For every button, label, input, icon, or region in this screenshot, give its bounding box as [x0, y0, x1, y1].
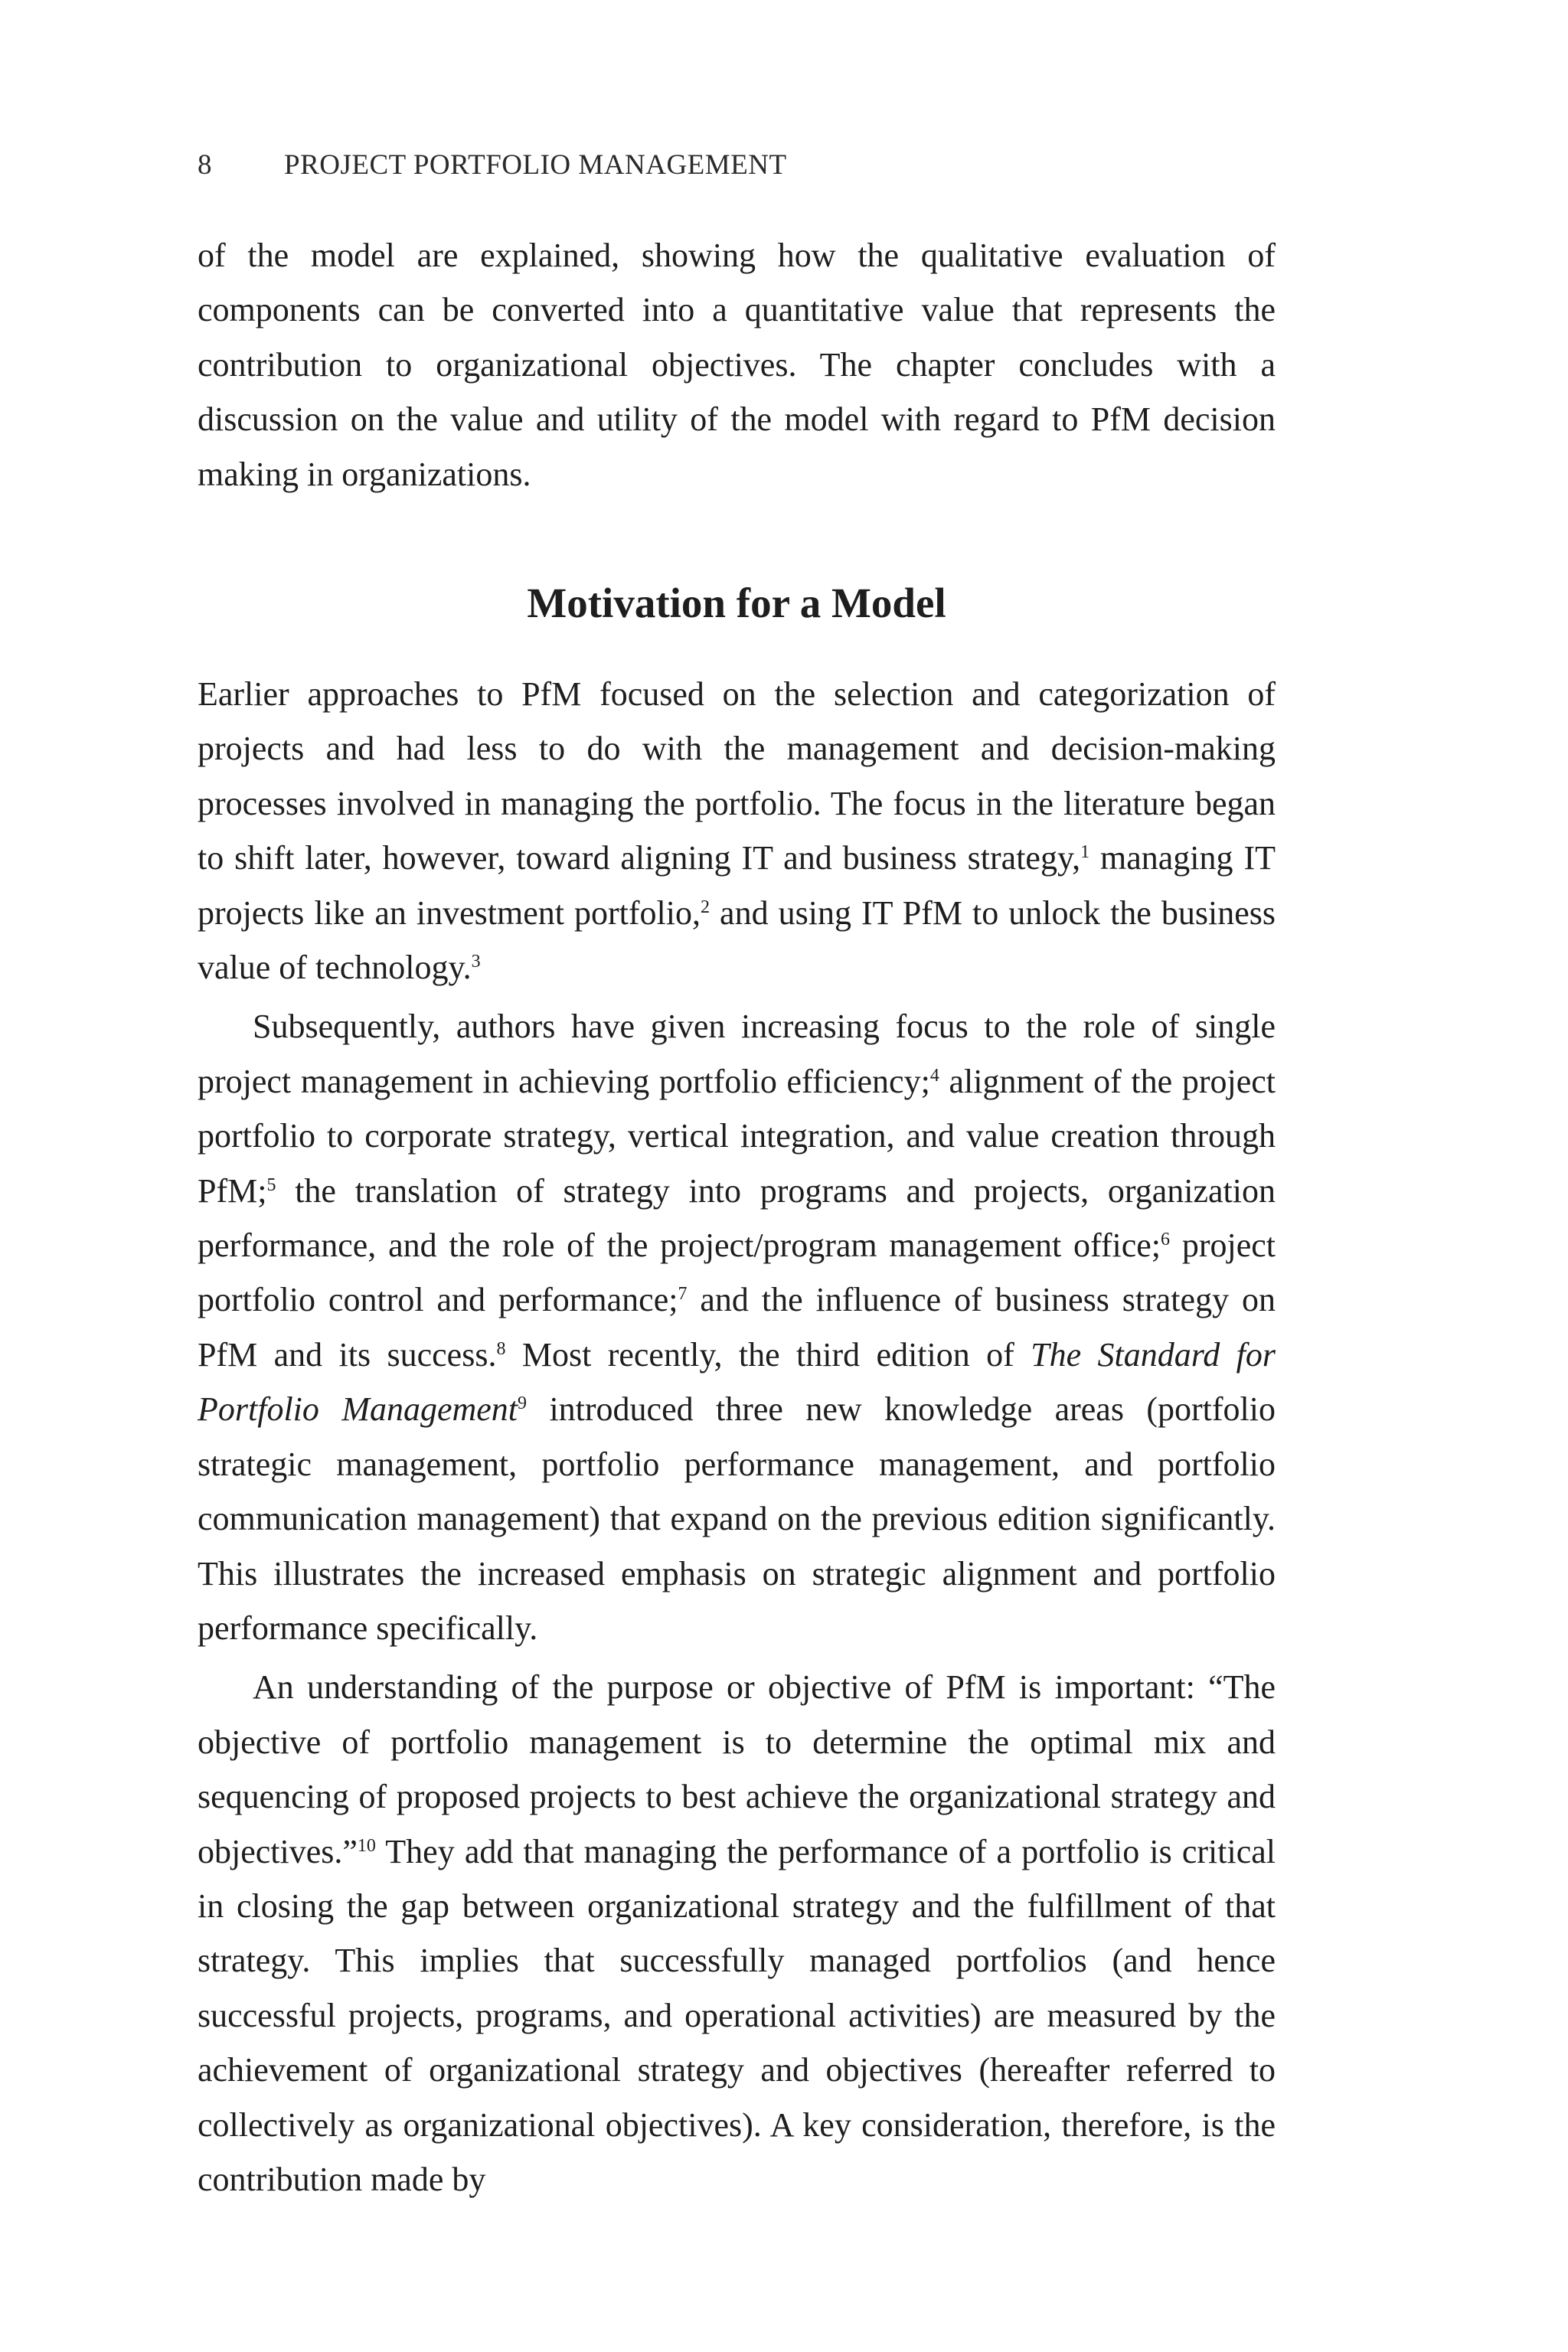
footnote-ref: 5 [266, 1174, 276, 1195]
paragraph-3 [198, 1660, 1276, 2207]
text-run: managing IT projects like an investment portfolio, [198, 839, 1276, 932]
footnote-ref: 6 [1161, 1230, 1171, 1250]
footnote-ref: 8 [496, 1338, 506, 1359]
text-run: alignment of the project portfolio to corporate strategy, vertical integration, and value creation through PfM; [198, 1062, 1276, 1210]
text-run: project portfolio control and performance; [198, 1227, 1276, 1319]
footnote-ref: 9 [518, 1393, 528, 1414]
footnote-ref: 1 [1080, 842, 1090, 863]
running-head-title: PROJECT PORTFOLIO MANAGEMENT [284, 149, 787, 181]
footnote-ref: 7 [678, 1284, 688, 1305]
section-body [198, 667, 1276, 2207]
text-run: Subsequently, authors have given increasing focus to the role of single project management in achieving portfolio efficiency; [198, 1008, 1276, 1100]
text-run: Earlier approaches to PfM focused on the selection and categorization of projects and had less to do with the management and decision-making processes involved in managing the portfolio. The focus in the literature began to shift later, however, toward aligning IT and business strategy, [198, 675, 1276, 877]
footnote-ref: 10 [357, 1835, 376, 1856]
footnote-ref: 2 [701, 897, 710, 917]
text-run: An understanding of the purpose or objective of PfM is important: “The objective of portfolio management is to determine the optimal mix and sequencing of proposed projects to best achieve the organizational strategy and objectives.” [198, 1668, 1276, 1870]
text-run: Most recently, the third edition of [505, 1335, 1031, 1374]
running-head [198, 149, 787, 181]
text-run: They add that managing the performance of a portfolio is critical in closing the gap between organizational strategy and the fulfillment of that strategy. This implies that successfully managed portfolios (and hence successful projects, programs, and operational activities) are measured by the achievement of organizational strategy and objectives (hereafter referred to collectively as organizational objectives). A key consideration, therefore, is the contribution made by [198, 1832, 1276, 2198]
footnote-ref: 3 [471, 952, 481, 972]
intro-paragraph: of the model are explained, showing how the qualitative evaluation of components can be converted into a quantitative value that represents the contribution to organizational objectives. The chapter concludes with a discussion on the value and utility of the model with regard to PfM decision making in organizations. [198, 237, 1276, 493]
text-run: introduced three new knowledge areas (portfolio strategic management, portfolio performance management, and portfolio communication management) that expand on the previous edition significantly. This illustrates the increased emphasis on strategic alignment and portfolio performance specifically. [198, 1390, 1276, 1647]
book-title-italic: The Standard for Portfolio Management [198, 1335, 1276, 1429]
text-run: and using IT PfM to unlock the business value of technology. [198, 893, 1276, 987]
paragraph-2 [198, 999, 1276, 1655]
footnote-ref: 4 [929, 1065, 939, 1086]
text-run: and the influence of business strategy on PfM and its success. [198, 1281, 1276, 1374]
section-heading: Motivation for a Model [527, 580, 946, 626]
text-run: the translation of strategy into programs and projects, organization performance, and the role of the project/program management office; [198, 1171, 1276, 1265]
paragraph-1 [198, 667, 1276, 995]
page-number: 8 [198, 149, 212, 181]
